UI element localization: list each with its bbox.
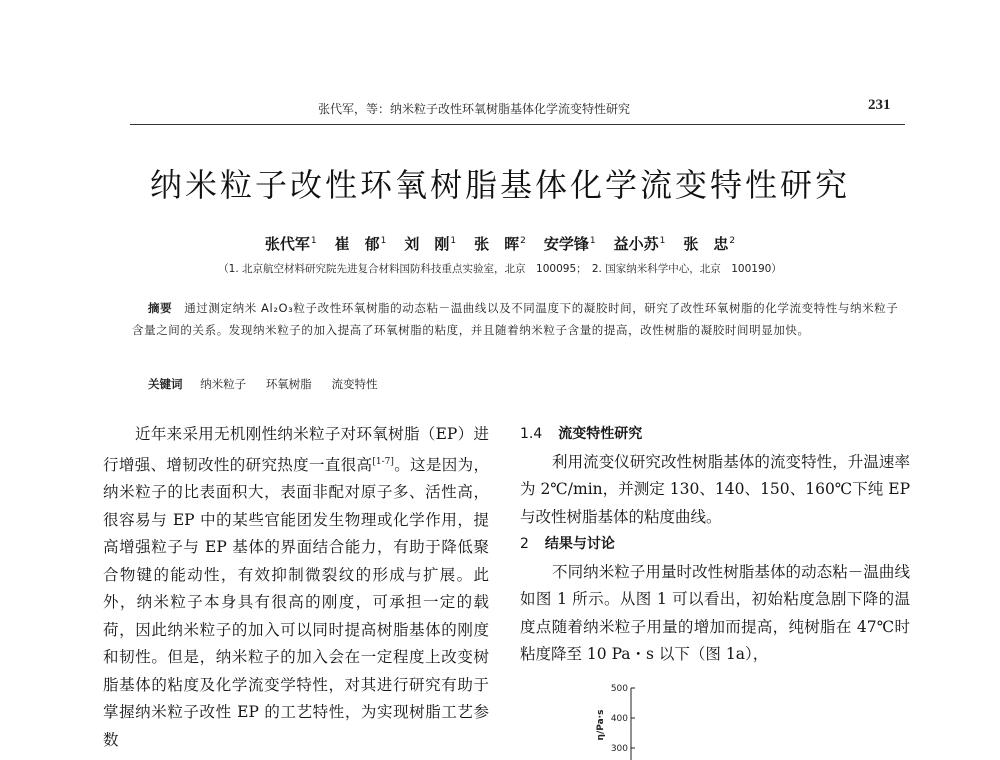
- abstract-label: 摘要: [148, 301, 173, 315]
- keywords-label: 关键词: [148, 377, 183, 391]
- author: [404, 235, 456, 253]
- affiliation-marker: 1: [589, 236, 596, 246]
- author-name: 崔 郁: [334, 235, 380, 253]
- results-paragraph: 不同纳米粒子用量时改性树脂基体的动态粘－温曲线如图 1 所示。从图 1 可以看出，初始粘度急剧下降的温度点随着纳米粒子用量的增加而提高，纯树脂在 47℃时粘度降至 10 Pa・s 以下（图 1a），: [520, 562, 910, 663]
- y-tick-label: 500: [610, 684, 628, 694]
- paper-title: 纳米粒子改性环氧树脂基体化学流变特性研究: [149, 166, 850, 204]
- affiliation-marker: 1: [659, 236, 666, 246]
- author: [265, 235, 317, 253]
- author: [614, 235, 666, 253]
- section-title: 流变特性研究: [558, 426, 643, 442]
- keyword: 环氧树脂: [265, 377, 312, 391]
- y-tick-label: 400: [610, 714, 628, 724]
- author-name: 张 忠: [683, 235, 729, 253]
- rheology-paragraph: 利用流变仪研究改性树脂基体的流变特性，升温速率为 2℃/min，并测定 130、140、150、160℃下纯 EP 与改性树脂基体的粘度曲线。: [520, 452, 910, 526]
- right-column: [520, 421, 910, 669]
- author-name: 刘 刚: [404, 235, 450, 253]
- keywords: [148, 376, 393, 392]
- intro-paragraph: [103, 421, 489, 754]
- affiliation-marker: 1: [450, 236, 457, 246]
- author-name: 张 晖: [474, 235, 520, 253]
- affiliation-marker: 2: [520, 236, 526, 246]
- author-name: 益小苏: [613, 235, 659, 253]
- section-heading-1-4: [520, 421, 910, 449]
- author: [683, 235, 735, 253]
- intro-text-part1: 近年来采用无机刚性纳米粒子对环氧树脂（EP）进行增强、增韧改性的研究热度一直很高: [103, 425, 489, 474]
- author: [335, 235, 387, 253]
- keyword: 流变特性: [331, 377, 378, 391]
- section-number: 2: [520, 536, 529, 552]
- section-title: 结果与讨论: [544, 536, 615, 552]
- y-axis-label: η/Pa·s: [596, 709, 606, 741]
- keyword: 纳米粒子: [200, 377, 247, 391]
- citation-ref: [1-7]: [372, 456, 394, 467]
- header-rule: [130, 124, 905, 125]
- author: [474, 235, 526, 253]
- author-list: [0, 233, 1000, 254]
- affiliation-marker: 1: [310, 236, 317, 246]
- abstract-text: 通过测定纳米 Al₂O₃粒子改性环氧树脂的动态粘－温曲线以及不同温度下的凝胶时间，研究了改性环氧树脂的化学流变特性与纳米粒子含量之间的关系。发现纳米粒子的加入提高了环氧树脂的粘度，并且随着纳米粒子含量的提高，改性树脂的凝胶时间明显加快。: [132, 301, 899, 337]
- section-number: 1.4: [520, 426, 543, 442]
- affiliation-marker: 1: [380, 236, 387, 246]
- intro-text-part2: 。这是因为，纳米粒子的比表面积大，表面非配对原子多、活性高，很容易与 EP 中的某些官能团发生物理或化学作用，提高增强粒子与 EP 基体的界面结合能力，有助于降低聚合物键的能动性，有效抑制微裂纹的形成与扩展。此外，纳米粒子本身具有很高的刚度，可承担一定的载荷，因此纳米粒子的加入可以同时提高树脂基体的刚度和韧性。但是，纳米粒子的加入会在一定程度上改变树脂基体的粘度及化学流变学特性，对其进行研究有助于掌握纳米粒子改性 EP 的工艺特性，为实现树脂工艺参数: [103, 455, 489, 749]
- abstract: [132, 297, 902, 341]
- affiliations: （1. 北京航空材料研究院先进复合材料国防科技重点实验室，北京 100095； 2. 国家纳米科学中心，北京 100190）: [218, 263, 782, 275]
- figure-1-chart: [595, 680, 655, 760]
- author-name: 张代军: [264, 235, 310, 253]
- page-number: 231: [868, 97, 891, 113]
- left-column: [103, 421, 489, 754]
- author-name: 安学锋: [543, 235, 589, 253]
- author: [544, 235, 596, 253]
- y-tick-label: 300: [610, 744, 628, 754]
- section-heading-2: [520, 531, 910, 559]
- affiliation-marker: 2: [729, 236, 736, 246]
- running-head: 张代军，等：纳米粒子改性环氧树脂基体化学流变特性研究: [318, 102, 631, 116]
- figure-1-partial: [595, 680, 655, 760]
